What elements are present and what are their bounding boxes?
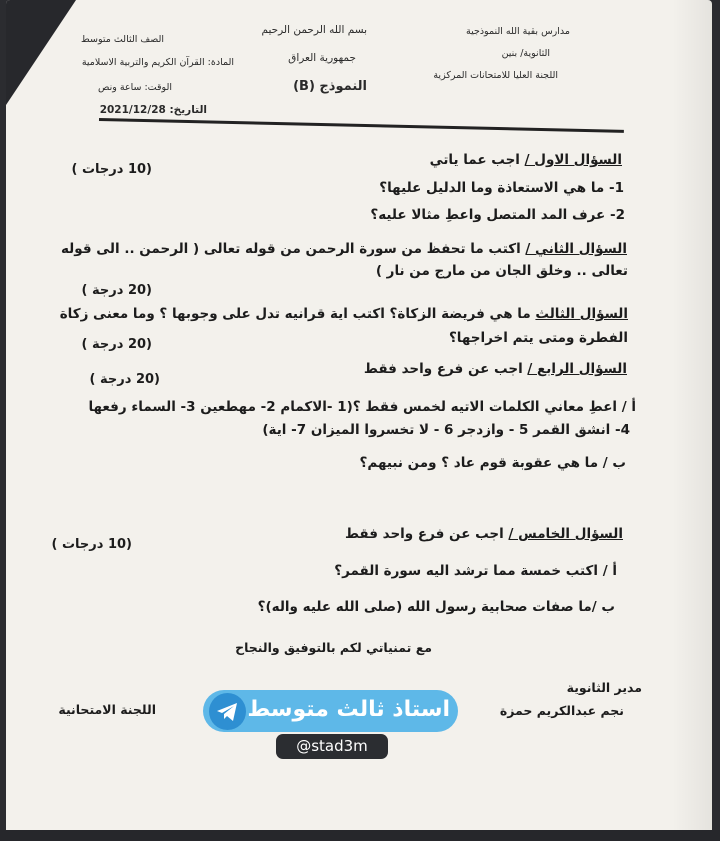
- q2-title: السؤال الثاني /: [525, 241, 627, 257]
- q5-branch-b: ب /ما صفات صحابية رسول الله (صلى الله عليه واله)؟: [257, 599, 615, 615]
- q1-item-2: 2- عرف المد المتصل واعطِ مثالا عليه؟: [370, 207, 625, 223]
- q4-branch-b: ب / ما هي عقوبة قوم عاد ؟ ومن نبيهم؟: [359, 455, 626, 471]
- basmala: بسم الله الرحمن الرحيم: [261, 24, 367, 36]
- q5-heading: [345, 526, 623, 542]
- principal-title: مدير الثانوية: [566, 680, 642, 695]
- q3-line-1: [60, 306, 628, 322]
- q4-branch-a-line-1: أ / اعطِ معاني الكلمات الاتيه لخمس فقط ؟(1 -الاكمام 2- مهطعين 3- السماء رفعها: [88, 399, 636, 415]
- q1-item-1: 1- ما هي الاستعاذة وما الدليل عليها؟: [379, 180, 624, 196]
- q4-instruction: اجب عن فرع واحد فقط: [363, 361, 523, 377]
- exam-duration: الوقت: ساعة ونص: [97, 82, 172, 93]
- watermark-title: استاذ ثالث متوسط: [247, 697, 450, 722]
- photo-bottom-edge: [0, 830, 720, 841]
- q4-branch-a-line-2: 4- انشق القمر 5 - وازدجر 6 - لا تخسروا الميزان 7- اية): [262, 422, 630, 438]
- q3-marks: (20 درجة ): [81, 337, 152, 352]
- telegram-icon: [209, 693, 246, 730]
- q5-title: السؤال الخامس /: [508, 526, 623, 542]
- q1-marks: (10 درجات ): [71, 162, 152, 177]
- q3-title: السؤال الثالث: [535, 306, 628, 322]
- q4-marks: (20 درجة ): [89, 372, 160, 387]
- q2-line-1: [61, 241, 627, 257]
- watermark-handle[interactable]: @stad3m: [276, 734, 388, 759]
- country-name: جمهورية العراق: [288, 52, 356, 64]
- q5-instruction: اجب عن فرع واحد فقط: [344, 526, 504, 542]
- exam-committee-header: اللجنة العليا للامتحانات المركزية: [433, 70, 558, 81]
- q3-text-1: ما هي فريضة الزكاة؟ اكتب اية قرانيه تدل على وجوبها ؟ وما معنى زكاة: [59, 306, 531, 322]
- q1-instruction: اجب عما ياتي: [429, 152, 520, 168]
- q2-text-1: اكتب ما تحفظ من سورة الرحمن من قوله تعالى ( الرحمن .. الى قوله: [61, 241, 521, 257]
- q2-line-2: تعالى .. وخلق الجان من مارج من نار ): [375, 263, 628, 279]
- q4-title: السؤال الرابع /: [527, 361, 627, 377]
- header-divider: [99, 118, 624, 133]
- q5-branch-a: أ / اكتب خمسة مما ترشد اليه سورة القمر؟: [334, 563, 617, 579]
- exam-model: النموذج (B): [293, 79, 367, 94]
- school-section: الثانوية/ بنين: [501, 48, 550, 59]
- q2-marks: (20 درجة ): [81, 283, 152, 298]
- q3-line-2: الفطرة ومتى يتم اخراجها؟: [448, 330, 628, 346]
- q5-marks: (10 درجات ): [51, 537, 132, 552]
- exam-committee-signature: اللجنة الامتحانية: [58, 702, 156, 717]
- paper-shadow: [672, 0, 712, 841]
- closing-wishes: مع تمنياتي لكم بالتوفيق والنجاح: [235, 640, 432, 655]
- school-name: مدارس بقية الله النموذجية: [465, 26, 570, 37]
- subject-name: المادة: القرآن الكريم والتربية الاسلامية: [81, 57, 234, 68]
- class-name: الصف الثالث متوسط: [80, 34, 164, 45]
- exam-date: التاريخ: 2021/12/28: [99, 104, 207, 116]
- q1-heading: [430, 152, 622, 168]
- q4-heading: [364, 361, 627, 377]
- telegram-plane-icon: [209, 693, 246, 730]
- principal-name: نجم عبدالكريم حمزة: [499, 703, 624, 718]
- q1-title: السؤال الاول /: [524, 152, 622, 168]
